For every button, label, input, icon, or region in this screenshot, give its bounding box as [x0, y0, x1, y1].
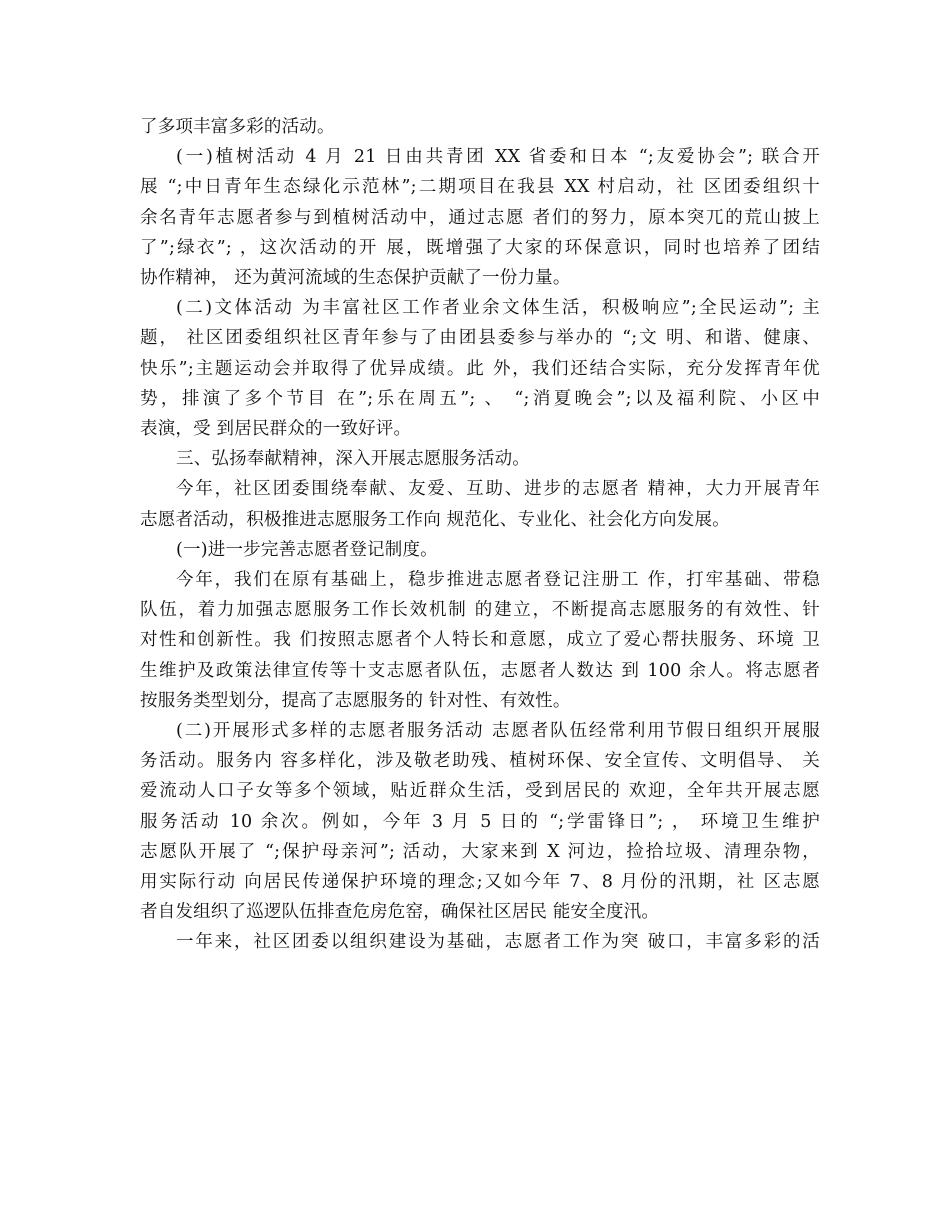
text-line: 爱流动人口子女等多个领域，贴近群众生活，受到居民的 欢迎，全年共开展志愿 [140, 781, 820, 802]
text-line: 今年，社区团委围绕奉献、友爱、互助、进步的志愿者 精神，大力开展青年 [176, 479, 820, 500]
text-line: 表演，受 到居民群众的一致好评。 [140, 419, 412, 440]
text-line: 队伍，着力加强志愿服务工作长效机制 的建立，不断提高志愿服务的有效性、针 [140, 600, 820, 621]
text-line: 按服务类型划分，提高了志愿服务的 针对性、有效性。 [140, 690, 571, 711]
text-line: 生维护及政策法律宣传等十支志愿者队伍，志愿者人数达 到 100 余人。将志愿者 [140, 660, 820, 681]
text-line: 用实际行动 向居民传递保护环境的理念;又如今年 7、8 月份的汛期，社 区志愿 [140, 872, 820, 893]
text-line: 服务活动 10 余次。例如，今年 3 月 5 日的 “;学雷锋日”; ， 环境卫生维护 [140, 811, 820, 832]
text-line: 展 “;中日青年生态绿化示范林”;二期项目在我县 XX 村启动，社 区团委组织十 [140, 177, 820, 198]
text-line: 三、弘扬奉献精神，深入开展志愿服务活动。 [176, 449, 530, 470]
text-line: 了多项丰富多彩的活动。 [140, 117, 335, 137]
document-body [140, 112, 820, 958]
text-line: 今年，我们在原有基础上，稳步推进志愿者登记注册工 作，打牢基础、带稳 [176, 570, 820, 591]
text-line: 志愿者活动，积极推进志愿服务工作向 规范化、专业化、社会化方向发展。 [140, 509, 730, 530]
text-line: (二)文体活动 为丰富社区工作者业余文体生活，积极响应”;全民运动”; 主 [176, 298, 820, 319]
text-line: 余名青年志愿者参与到植树活动中，通过志愿 者们的努力，原本突兀的荒山披上 [140, 207, 820, 228]
text-line: 一年来，社区团委以组织建设为基础，志愿者工作为突 破口，丰富多彩的活 [176, 932, 820, 953]
text-line: 了”;绿衣”; ，这次活动的开 展，既增强了大家的环保意识，同时也培养了团结 [140, 237, 820, 258]
text-line: 务活动。服务内 容多样化，涉及敬老助残、植树环保、安全宣传、文明倡导、 关 [140, 751, 820, 772]
text-line: (二)开展形式多样的志愿者服务活动 志愿者队伍经常利用节假日组织开展服 [176, 721, 820, 742]
text-line: 者自发组织了巡逻队伍排查危房危窑，确保社区居民 能安全度汛。 [140, 902, 660, 923]
text-line: 势，排演了多个节目 在”;乐在周五”; 、 “;消夏晚会”;以及福利院、小区中 [140, 388, 820, 409]
text-line: 协作精神， 还为黄河流域的生态保护贡献了一份力量。 [140, 268, 571, 289]
text-line: 志愿队开展了 “;保护母亲河”; 活动，大家来到 X 河边，捡拾垃圾、清理杂物， [140, 841, 820, 862]
text-line: 对性和创新性。我 们按照志愿者个人特长和意愿，成立了爱心帮扶服务、环境 卫 [140, 630, 820, 651]
text-line: 快乐”;主题运动会并取得了优异成绩。此 外，我们还结合实际，充分发挥青年优 [140, 358, 820, 379]
text-line: 题， 社区团委组织社区青年参与了由团县委参与举办的 “;文 明、和谐、健康、 [140, 328, 820, 349]
text-line: (一)进一步完善志愿者登记制度。 [176, 539, 438, 560]
text-line: (一)植树活动 4 月 21 日由共青团 XX 省委和日本 “;友爱协会”; 联合开 [176, 147, 820, 168]
